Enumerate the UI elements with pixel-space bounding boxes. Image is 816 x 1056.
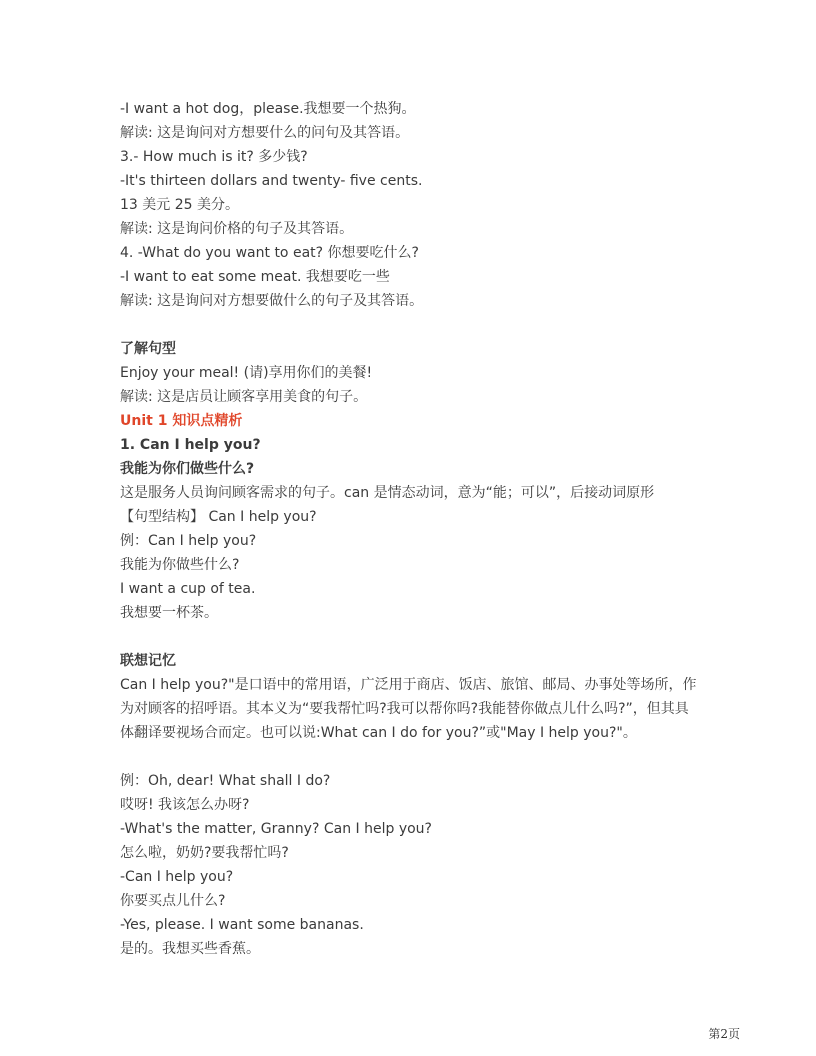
text-line: 解读: 这是店员让顾客享用美食的句子。	[120, 389, 368, 405]
text-line: -What's the matter, Granny? Can I help you?	[120, 821, 432, 837]
text-line: 【句型结构】 Can I help you?	[120, 509, 317, 525]
text-line: 例：Oh, dear! What shall I do?	[120, 773, 331, 789]
text-line: 怎么啦，奶奶?要我帮忙吗?	[120, 845, 289, 861]
section-heading: 联想记忆	[120, 653, 176, 669]
text-line: 我想要一杯茶。	[120, 605, 218, 621]
memory-paragraph: Can I help you?"是口语中的常用语，广泛用于商店、饭店、旅馆、邮局、办事处等场所，作为对顾客的招呼语。其本义为“要我帮忙吗?我可以帮你吗?我能替你做点儿什么吗?”，但其具体翻译要视场合而定。也可以说:What can I do for you?”或"May I help you?"。	[120, 677, 697, 741]
page-number: 第2页	[708, 1027, 740, 1041]
unit-heading: Unit 1 知识点精析	[120, 413, 243, 429]
text-line: -I want a hot dog，please.我想要一个热狗。	[120, 101, 416, 117]
text-line: 这是服务人员询问顾客需求的句子。can 是情态动词，意为“能；可以”，后接动词原形	[120, 485, 655, 501]
text-line: 3.- How much is it? 多少钱?	[120, 149, 308, 165]
text-line: -It's thirteen dollars and twenty- five cents.	[120, 173, 423, 189]
text-line: -Can I help you?	[120, 869, 234, 885]
text-line: Enjoy your meal! (请)享用你们的美餐!	[120, 365, 373, 381]
page-content	[120, 97, 700, 961]
text-line: 解读: 这是询问价格的句子及其答语。	[120, 221, 354, 237]
blank-line	[120, 625, 700, 649]
text-line: 解读: 这是询问对方想要做什么的句子及其答语。	[120, 293, 424, 309]
text-line: 4. -What do you want to eat? 你想要吃什么?	[120, 245, 419, 261]
text-line: 我能为你做些什么?	[120, 557, 240, 573]
text-line: 哎呀! 我该怎么办呀?	[120, 797, 250, 813]
text-line: -I want to eat some meat. 我想要吃一些	[120, 269, 390, 285]
text-line: 13 美元 25 美分。	[120, 197, 239, 213]
text-line: 解读: 这是询问对方想要什么的问句及其答语。	[120, 125, 410, 141]
text-line: 是的。我想买些香蕉。	[120, 941, 260, 957]
point-subheading: 我能为你们做些什么?	[120, 461, 255, 477]
text-line: 你要买点儿什么?	[120, 893, 226, 909]
text-line: I want a cup of tea.	[120, 581, 256, 597]
section-heading: 了解句型	[120, 341, 176, 357]
blank-line	[120, 313, 700, 337]
text-line: 例：Can I help you?	[120, 533, 257, 549]
point-heading: 1. Can I help you?	[120, 437, 261, 453]
text-line: -Yes, please. I want some bananas.	[120, 917, 364, 933]
